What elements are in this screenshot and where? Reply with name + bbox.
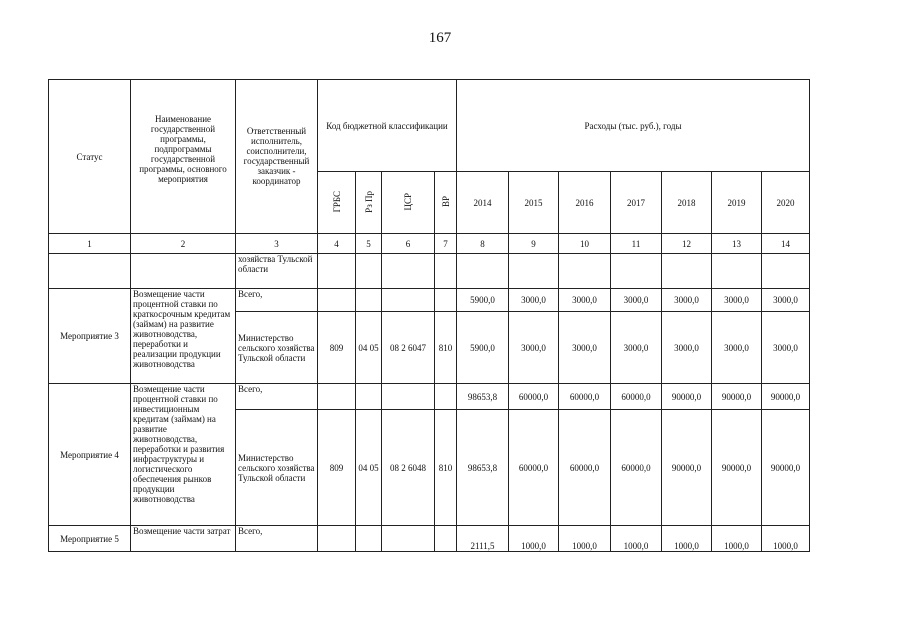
expense-value: 3000,0 <box>559 289 611 312</box>
expense-value: 90000,0 <box>662 410 712 526</box>
column-number: 1 <box>49 234 131 254</box>
header-csr: ЦСР <box>382 172 435 234</box>
expense-value: 3000,0 <box>611 312 662 384</box>
expense-value: 90000,0 <box>712 410 762 526</box>
column-number: 12 <box>662 234 712 254</box>
cell-empty <box>49 254 131 289</box>
csr-value: 08 2 6047 <box>382 312 435 384</box>
page-number: 167 <box>428 30 452 46</box>
header-status: Статус <box>49 80 131 234</box>
expense-value: 3000,0 <box>712 289 762 312</box>
header-responsible: Ответственный исполнитель, соисполнители, государственный заказчик - координатор <box>236 80 318 234</box>
expense-value: 3000,0 <box>662 289 712 312</box>
expense-value: 98653,8 <box>457 384 509 410</box>
expense-value: 3000,0 <box>509 289 559 312</box>
expense-value: 1000,0 <box>509 526 559 552</box>
header-expenses: Расходы (тыс. руб.), годы <box>457 80 810 172</box>
cell-empty <box>131 254 236 289</box>
expense-value: 60000,0 <box>611 384 662 410</box>
header-year-2020: 2020 <box>762 172 810 234</box>
column-number: 10 <box>559 234 611 254</box>
expense-value: 3000,0 <box>611 289 662 312</box>
responsible-total: Всего, <box>236 526 318 552</box>
header-year-2016: 2016 <box>559 172 611 234</box>
responsible-total: Всего, <box>236 384 318 410</box>
expense-value: 5900,0 <box>457 312 509 384</box>
status-measure-5: Мероприятие 5 <box>49 526 131 552</box>
rzpr-value: 04 05 <box>356 312 382 384</box>
column-number: 6 <box>382 234 435 254</box>
grbs-value: 809 <box>318 312 356 384</box>
name-measure-4: Возмещение части процентной ставки по инвестиционным кредитам (займам) на развитие животноводства, переработки и развития инфраструктуры и логистического обеспечения рынков продукции животноводства <box>131 384 236 526</box>
expense-value: 60000,0 <box>559 410 611 526</box>
vr-value: 810 <box>435 312 457 384</box>
grbs-value: 809 <box>318 410 356 526</box>
header-vr: ВР <box>435 172 457 234</box>
column-number: 3 <box>236 234 318 254</box>
status-measure-4: Мероприятие 4 <box>49 384 131 526</box>
expense-value: 90000,0 <box>712 384 762 410</box>
expense-value: 60000,0 <box>611 410 662 526</box>
expense-value: 3000,0 <box>712 312 762 384</box>
expense-value: 90000,0 <box>762 410 810 526</box>
column-number: 2 <box>131 234 236 254</box>
responsible-total: Всего, <box>236 289 318 312</box>
expense-value: 3000,0 <box>509 312 559 384</box>
column-number: 11 <box>611 234 662 254</box>
header-year-2019: 2019 <box>712 172 762 234</box>
responsible-ministry: Министерство сельского хозяйства Тульской области <box>236 312 318 384</box>
column-number: 4 <box>318 234 356 254</box>
header-name: Наименование государственной программы, подпрограммы государственной программы, основного мероприятия <box>131 80 236 234</box>
expense-value: 1000,0 <box>559 526 611 552</box>
responsible-ministry: Министерство сельского хозяйства Тульской области <box>236 410 318 526</box>
expense-value: 1000,0 <box>662 526 712 552</box>
column-number: 8 <box>457 234 509 254</box>
header-budget-code: Код бюджетной классификации <box>318 80 457 172</box>
continuation-responsible: хозяйства Тульской области <box>236 254 318 289</box>
column-number: 13 <box>712 234 762 254</box>
expense-value: 98653,8 <box>457 410 509 526</box>
header-rzpr: Рз Пр <box>356 172 382 234</box>
csr-value: 08 2 6048 <box>382 410 435 526</box>
name-measure-5: Возмещение части затрат <box>131 526 236 552</box>
expense-value: 1000,0 <box>712 526 762 552</box>
header-year-2014: 2014 <box>457 172 509 234</box>
expense-value: 2111,5 <box>457 526 509 552</box>
expense-value: 3000,0 <box>559 312 611 384</box>
column-number: 5 <box>356 234 382 254</box>
expense-value: 3000,0 <box>662 312 712 384</box>
header-year-2018: 2018 <box>662 172 712 234</box>
expense-value: 60000,0 <box>559 384 611 410</box>
header-grbs: ГРБС <box>318 172 356 234</box>
column-number: 14 <box>762 234 810 254</box>
rzpr-value: 04 05 <box>356 410 382 526</box>
expense-value: 3000,0 <box>762 289 810 312</box>
column-number: 7 <box>435 234 457 254</box>
status-measure-3: Мероприятие 3 <box>49 289 131 384</box>
expense-value: 1000,0 <box>611 526 662 552</box>
budget-table <box>48 79 810 552</box>
expense-value: 60000,0 <box>509 410 559 526</box>
header-year-2017: 2017 <box>611 172 662 234</box>
expense-value: 90000,0 <box>662 384 712 410</box>
header-year-2015: 2015 <box>509 172 559 234</box>
column-number: 9 <box>509 234 559 254</box>
expense-value: 5900,0 <box>457 289 509 312</box>
expense-value: 60000,0 <box>509 384 559 410</box>
expense-value: 3000,0 <box>762 312 810 384</box>
expense-value: 90000,0 <box>762 384 810 410</box>
name-measure-3: Возмещение части процентной ставки по краткосрочным кредитам (займам) на развитие животноводства, переработки и реализации продукции животноводства <box>131 289 236 384</box>
vr-value: 810 <box>435 410 457 526</box>
expense-value: 1000,0 <box>762 526 810 552</box>
